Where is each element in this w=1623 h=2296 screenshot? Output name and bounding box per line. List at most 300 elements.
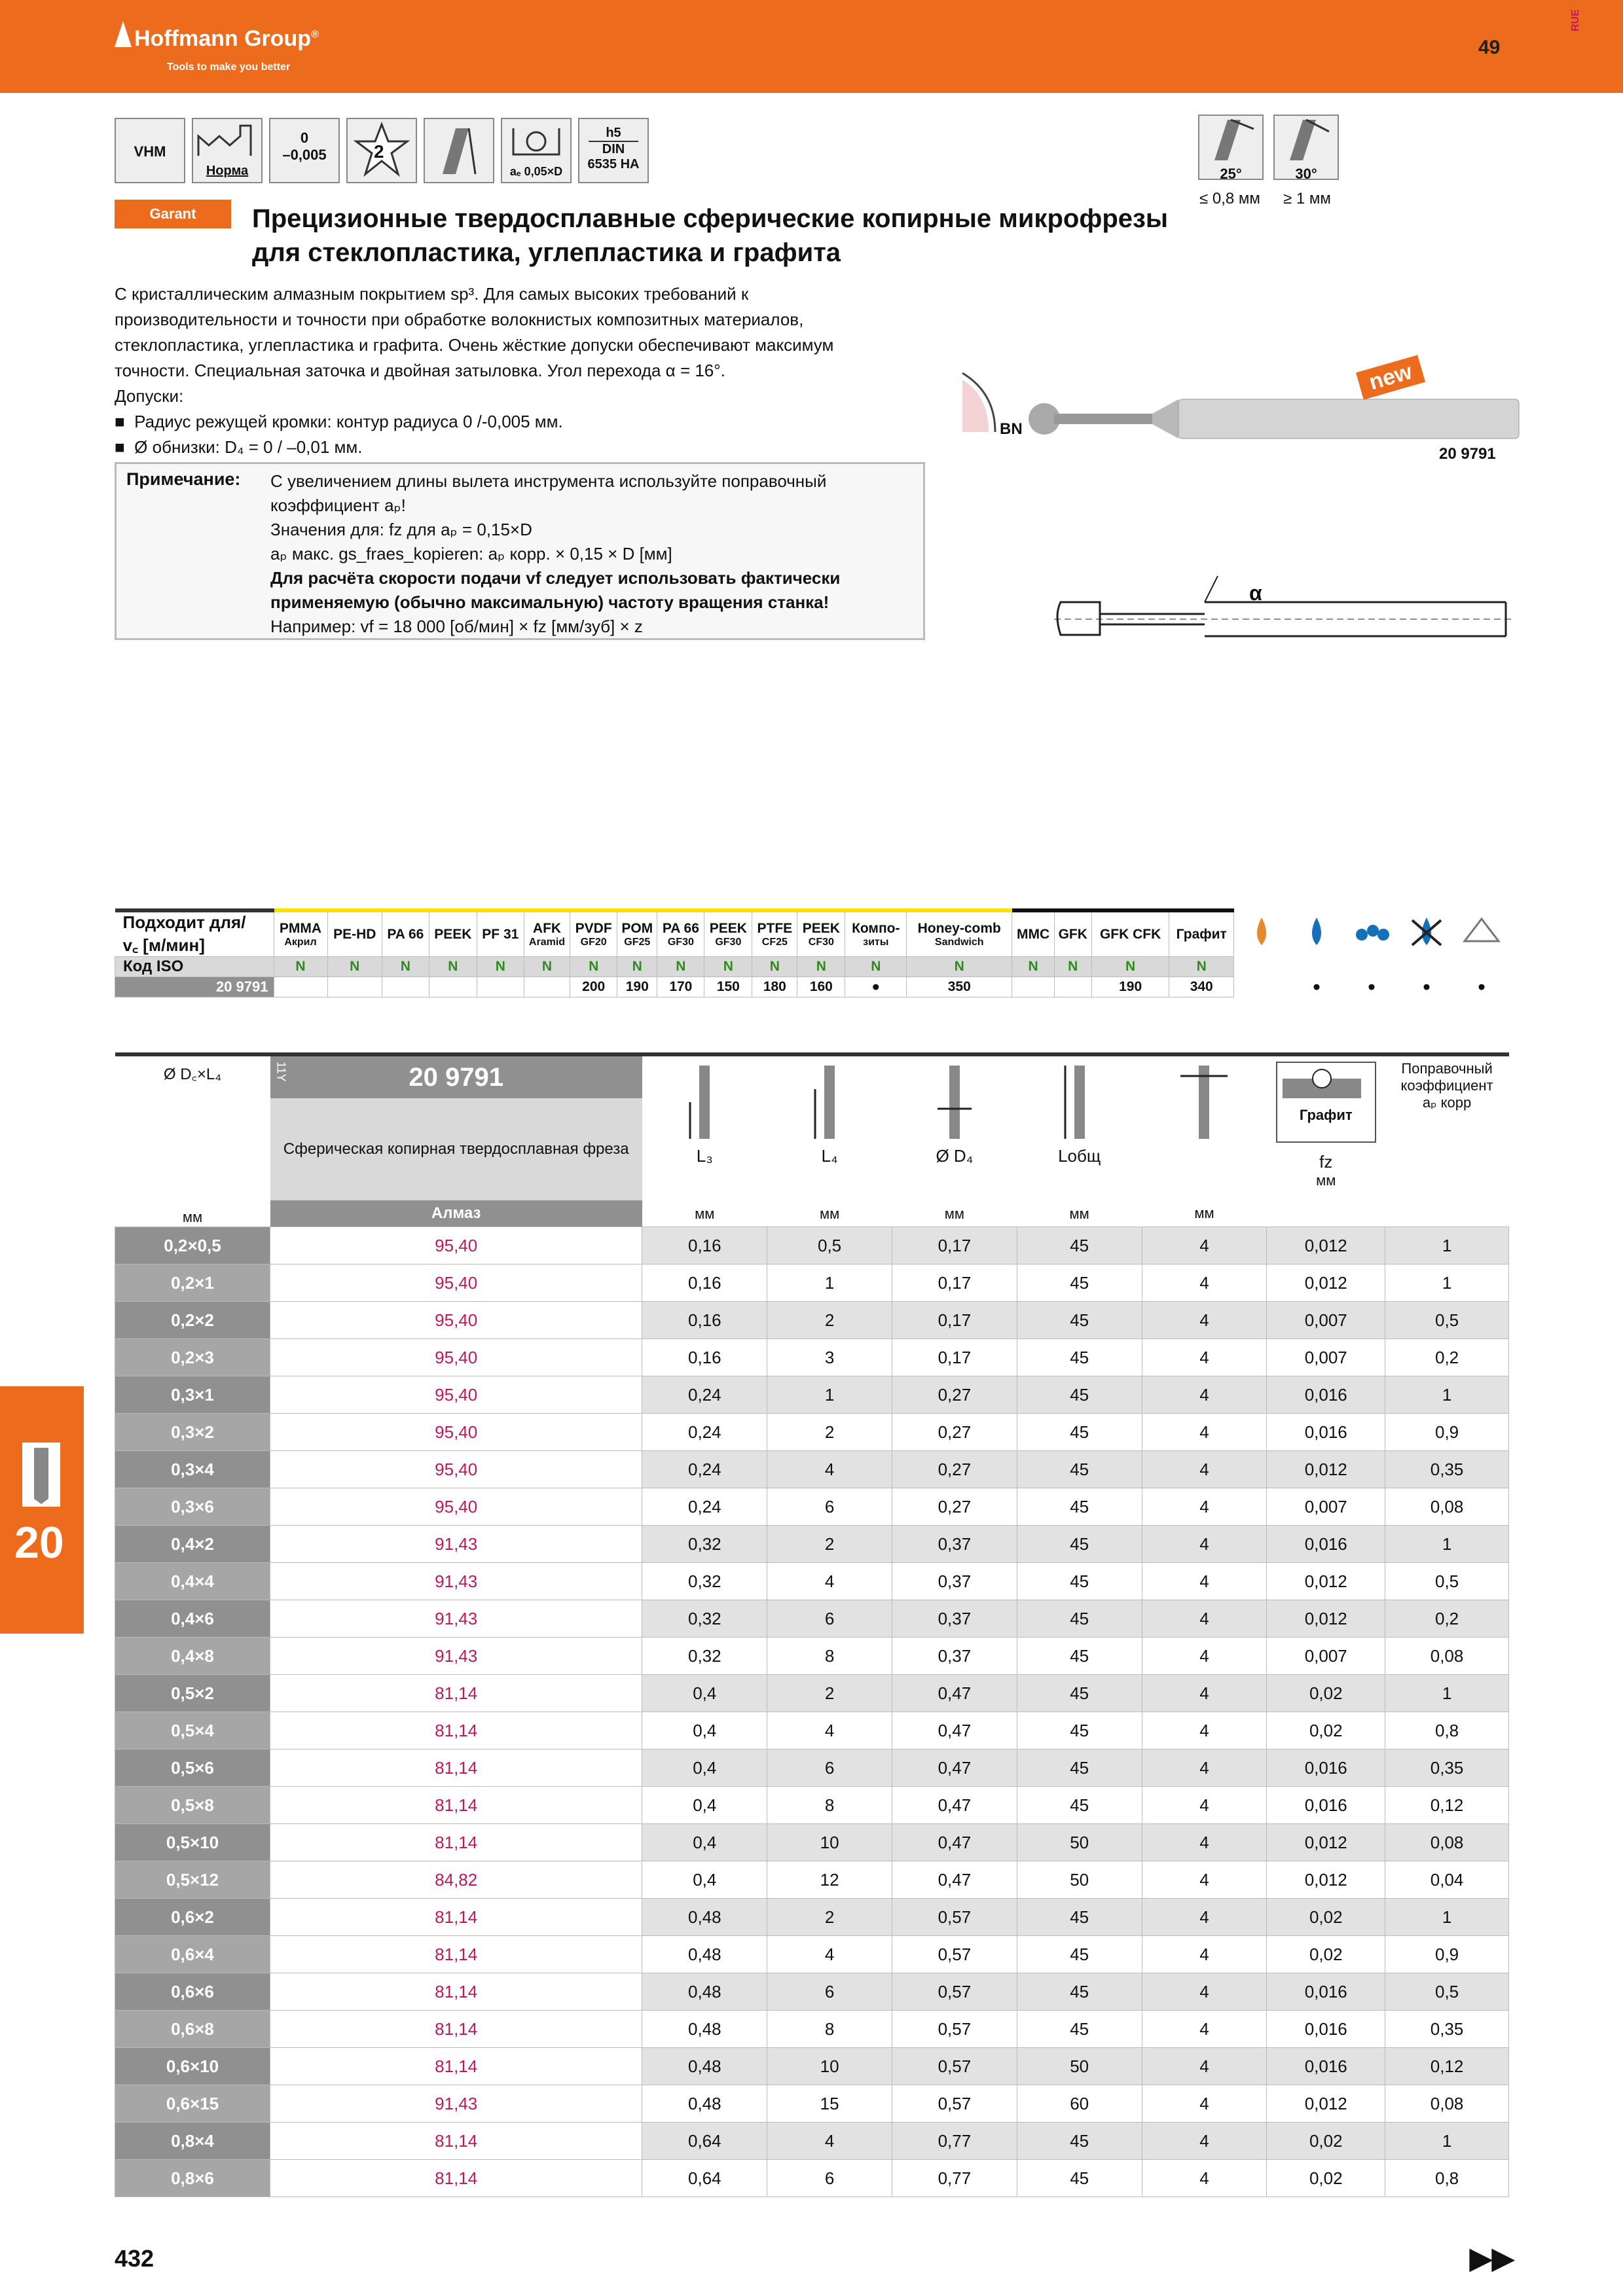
value-cell: 0,016	[1267, 2011, 1385, 2048]
table-row	[115, 1749, 1509, 1787]
material-col: PE-HD	[327, 910, 382, 957]
product-table-header	[115, 1054, 1509, 1227]
value-cell: 0,08	[1385, 2085, 1509, 2123]
value-cell: 0,48	[642, 1899, 767, 1936]
value-cell: 0,24	[642, 1451, 767, 1488]
price-cell: 95,40	[270, 1376, 642, 1414]
price-cell: 84,82	[270, 1861, 642, 1899]
shank-symbol: h5 DIN 6535 HA	[578, 118, 649, 183]
value-cell: 8	[767, 1638, 892, 1675]
size-cell: 0,6×15	[115, 2085, 270, 2123]
tool-photo-code: 20 9791	[1439, 445, 1496, 463]
size-cell: 0,8×6	[115, 2160, 270, 2197]
size-cell: 0,2×1	[115, 1265, 270, 1302]
table-row	[115, 1488, 1509, 1526]
price-cell: 91,43	[270, 1526, 642, 1563]
value-cell: 0,24	[642, 1414, 767, 1451]
value-cell: 0,4	[642, 1749, 767, 1787]
iso-code: N	[1054, 957, 1091, 977]
value-cell: 45	[1017, 1787, 1142, 1824]
value-cell: 45	[1017, 1749, 1142, 1787]
price-cell: 91,43	[270, 1563, 642, 1600]
dry-machining-icon	[1234, 910, 1290, 957]
cutting-speed: 190	[1091, 977, 1169, 997]
iso-code: N	[752, 957, 797, 977]
table-row	[115, 1787, 1509, 1824]
col-fz: Графит fz мм	[1267, 1054, 1385, 1227]
price-cell: 81,14	[270, 2048, 642, 2085]
materials-table	[115, 908, 1509, 997]
material-col: Компо- зиты	[845, 910, 907, 957]
value-cell: 0,016	[1267, 1973, 1385, 2011]
value-cell: 0,16	[642, 1302, 767, 1339]
value-cell: 6	[767, 1600, 892, 1638]
value-cell: 0,02	[1267, 2123, 1385, 2160]
value-cell: 4	[1142, 1899, 1267, 1936]
material-col: MMC	[1012, 910, 1054, 957]
iso-label: Код ISO	[115, 957, 274, 977]
size-cell: 0,3×2	[115, 1414, 270, 1451]
value-cell: 0,17	[892, 1227, 1017, 1265]
value-cell: 0,5	[1385, 1563, 1509, 1600]
value-cell: 0,08	[1385, 1824, 1509, 1861]
value-cell: 0,47	[892, 1749, 1017, 1787]
value-cell: 2	[767, 1526, 892, 1563]
value-cell: 0,48	[642, 1936, 767, 1973]
cutting-speed: 170	[657, 977, 704, 997]
value-cell: 0,27	[892, 1451, 1017, 1488]
value-cell: 0,007	[1267, 1488, 1385, 1526]
cutting-speed	[382, 977, 429, 997]
cutting-speed: 180	[752, 977, 797, 997]
col-d4: Ø D₄ мм	[892, 1054, 1017, 1227]
table-row	[115, 2048, 1509, 2085]
value-cell: 4	[1142, 1861, 1267, 1899]
cutting-speed	[274, 977, 327, 997]
size-cell: 0,5×6	[115, 1749, 270, 1787]
value-cell: 0,57	[892, 1899, 1017, 1936]
product-rows	[115, 1227, 1509, 2197]
value-cell: 50	[1017, 1861, 1142, 1899]
value-cell: 0,9	[1385, 1414, 1509, 1451]
tool-drawing	[1048, 563, 1519, 661]
value-cell: 4	[767, 1936, 892, 1973]
value-cell: 0,016	[1267, 1787, 1385, 1824]
l3-dimension-icon	[685, 1063, 724, 1141]
table-row	[115, 1563, 1509, 1600]
value-cell: 4	[1142, 1227, 1267, 1265]
value-cell: 0,32	[642, 1563, 767, 1600]
cutting-speed	[477, 977, 524, 997]
chapter-tab	[0, 1386, 84, 1634]
size-cell: 0,5×4	[115, 1712, 270, 1749]
coolant-mark: ●	[1422, 979, 1431, 994]
value-cell: 0,27	[892, 1414, 1017, 1451]
angle-30-caption: ≥ 1 мм	[1283, 190, 1331, 207]
value-cell: 0,4	[642, 1675, 767, 1712]
value-cell: 0,8	[1385, 2160, 1509, 2197]
value-cell: 4	[767, 1712, 892, 1749]
price-cell: 81,14	[270, 1675, 642, 1712]
coolant-mark: ●	[1477, 979, 1486, 994]
value-cell: 45	[1017, 1526, 1142, 1563]
teeth-icon	[1178, 1063, 1230, 1141]
col-article: 11Y 20 9791 Сферическая копирная твердосплавная фреза Алмаз	[270, 1054, 642, 1227]
value-cell: 0,02	[1267, 1899, 1385, 1936]
value-cell: 0,02	[1267, 2160, 1385, 2197]
value-cell: 45	[1017, 1488, 1142, 1526]
cutting-speed: ●	[845, 977, 907, 997]
emulsion-icon	[1289, 910, 1344, 957]
value-cell: 10	[767, 2048, 892, 2085]
material-col: PTFE CF25	[752, 910, 797, 957]
value-cell: 0,2	[1385, 1600, 1509, 1638]
table-row	[115, 1227, 1509, 1265]
size-cell: 0,6×2	[115, 1899, 270, 1936]
value-cell: 0,08	[1385, 1638, 1509, 1675]
value-cell: 50	[1017, 2048, 1142, 2085]
value-cell: 0,8	[1385, 1712, 1509, 1749]
value-cell: 12	[767, 1861, 892, 1899]
value-cell: 60	[1017, 2085, 1142, 2123]
value-cell: 4	[1142, 1787, 1267, 1824]
value-cell: 45	[1017, 1899, 1142, 1936]
col-ltotal: Lобщ мм	[1017, 1054, 1142, 1227]
size-cell: 0,4×4	[115, 1563, 270, 1600]
value-cell: 4	[1142, 2011, 1267, 2048]
angle-alpha-label: α	[1249, 581, 1262, 605]
value-cell: 0,57	[892, 2011, 1017, 2048]
value-cell: 0,5	[1385, 1973, 1509, 2011]
value-cell: 0,16	[642, 1339, 767, 1376]
value-cell: 0,4	[642, 1824, 767, 1861]
value-cell: 1	[1385, 2123, 1509, 2160]
value-cell: 0,17	[892, 1302, 1017, 1339]
value-cell: 0,02	[1267, 1675, 1385, 1712]
size-cell: 0,5×12	[115, 1861, 270, 1899]
value-cell: 4	[1142, 1339, 1267, 1376]
table-row	[115, 1339, 1509, 1376]
speed-row	[115, 977, 1510, 997]
value-cell: 4	[1142, 1675, 1267, 1712]
value-cell: 0,77	[892, 2123, 1017, 2160]
value-cell: 4	[767, 1563, 892, 1600]
price-cell: 81,14	[270, 1749, 642, 1787]
size-cell: 0,2×2	[115, 1302, 270, 1339]
value-cell: 10	[767, 1824, 892, 1861]
table-row	[115, 1861, 1509, 1899]
price-cell: 81,14	[270, 1824, 642, 1861]
value-cell: 45	[1017, 1376, 1142, 1414]
material-col: Графит	[1169, 910, 1234, 957]
price-cell: 95,40	[270, 1302, 642, 1339]
material-col: Honey-comb Sandwich	[907, 910, 1012, 957]
value-cell: 0,012	[1267, 2085, 1385, 2123]
value-cell: 6	[767, 1749, 892, 1787]
mql-icon	[1344, 910, 1399, 957]
brand-name: Hoffmann Group®	[134, 26, 319, 51]
value-cell: 0,24	[642, 1376, 767, 1414]
value-cell: 4	[1142, 1936, 1267, 1973]
tolerance-symbol: 0 –0,005	[269, 118, 340, 183]
size-cell: 0,5×8	[115, 1787, 270, 1824]
garant-logo: Garant	[115, 200, 231, 228]
value-cell: 0,007	[1267, 1302, 1385, 1339]
value-cell: 0,48	[642, 2085, 767, 2123]
size-cell: 0,3×1	[115, 1376, 270, 1414]
iso-code: N	[429, 957, 477, 977]
new-badge: new	[1356, 355, 1425, 399]
iso-code: N	[1091, 957, 1169, 977]
value-cell: 4	[767, 2123, 892, 2160]
value-cell: 4	[1142, 1414, 1267, 1451]
value-cell: 0,32	[642, 1638, 767, 1675]
price-cell: 81,14	[270, 1787, 642, 1824]
value-cell: 0,32	[642, 1600, 767, 1638]
table-row	[115, 1265, 1509, 1302]
materials-row-label: Подходит для/ v꜀ [м/мин]	[115, 910, 274, 957]
col-teeth: мм	[1142, 1054, 1267, 1227]
value-cell: 0,012	[1267, 1265, 1385, 1302]
value-cell: 0,35	[1385, 1451, 1509, 1488]
value-cell: 0,16	[642, 1227, 767, 1265]
value-cell: 0,47	[892, 1861, 1017, 1899]
value-cell: 45	[1017, 1451, 1142, 1488]
value-cell: 4	[1142, 1376, 1267, 1414]
value-cell: 45	[1017, 1339, 1142, 1376]
iso-code: N	[907, 957, 1012, 977]
value-cell: 0,08	[1385, 1488, 1509, 1526]
value-cell: 0,012	[1267, 1227, 1385, 1265]
material-col: PVDF GF20	[570, 910, 617, 957]
note-box	[115, 462, 925, 640]
table-row	[115, 1712, 1509, 1749]
cutting-speed: 150	[704, 977, 752, 997]
price-cell: 81,14	[270, 2011, 642, 2048]
value-cell: 45	[1017, 1414, 1142, 1451]
value-cell: 50	[1017, 1824, 1142, 1861]
value-cell: 1	[767, 1265, 892, 1302]
value-cell: 0,5	[767, 1227, 892, 1265]
iso-code: N	[845, 957, 907, 977]
air-blast-icon	[1454, 910, 1509, 957]
value-cell: 0,57	[892, 2048, 1017, 2085]
iso-code: N	[570, 957, 617, 977]
col-l3: L₃ мм	[642, 1054, 767, 1227]
value-cell: 45	[1017, 1563, 1142, 1600]
drill-icon	[18, 1439, 64, 1511]
iso-code: N	[327, 957, 382, 977]
value-cell: 0,012	[1267, 1600, 1385, 1638]
price-cell: 95,40	[270, 1339, 642, 1376]
price-cell: 91,43	[270, 1600, 642, 1638]
value-cell: 4	[1142, 2123, 1267, 2160]
ae-symbol: aₑ 0,05×D	[501, 118, 572, 183]
value-cell: 0,007	[1267, 1638, 1385, 1675]
price-cell: 81,14	[270, 2123, 642, 2160]
chapter-number: 20	[14, 1518, 64, 1568]
table-row	[115, 1899, 1509, 1936]
note-label: Примечание:	[126, 469, 241, 489]
d4-dimension-icon	[935, 1063, 974, 1141]
price-cell: 95,40	[270, 1265, 642, 1302]
material-col: POM GF25	[617, 910, 657, 957]
hoffmann-logo-icon	[115, 21, 132, 47]
value-cell: 45	[1017, 1600, 1142, 1638]
material-col: PA 66	[382, 910, 429, 957]
angle-25-symbol: 25°	[1198, 115, 1264, 180]
product-table	[115, 1052, 1509, 2197]
cutting-speed: 200	[570, 977, 617, 997]
value-cell: 0,47	[892, 1675, 1017, 1712]
value-cell: 45	[1017, 2160, 1142, 2197]
coolant-mark: ●	[1312, 979, 1321, 994]
value-cell: 6	[767, 1973, 892, 2011]
value-cell: 3	[767, 1339, 892, 1376]
iso-code: N	[382, 957, 429, 977]
material-col: PEEK	[429, 910, 477, 957]
value-cell: 4	[1142, 1451, 1267, 1488]
value-cell: 0,02	[1267, 1712, 1385, 1749]
value-cell: 4	[1142, 1488, 1267, 1526]
value-cell: 0,012	[1267, 1824, 1385, 1861]
value-cell: 4	[1142, 1973, 1267, 2011]
cutting-speed: 190	[617, 977, 657, 997]
value-cell: 45	[1017, 1675, 1142, 1712]
value-cell: 0,016	[1267, 1749, 1385, 1787]
value-cell: 0,5	[1385, 1302, 1509, 1339]
iso-code: N	[617, 957, 657, 977]
iso-code: N	[274, 957, 327, 977]
value-cell: 45	[1017, 2123, 1142, 2160]
angle-icon	[1277, 116, 1336, 162]
value-cell: 0,012	[1267, 1563, 1385, 1600]
cutting-speed	[327, 977, 382, 997]
value-cell: 0,37	[892, 1638, 1017, 1675]
size-cell: 0,6×6	[115, 1973, 270, 2011]
size-cell: 0,4×6	[115, 1600, 270, 1638]
value-cell: 1	[1385, 1265, 1509, 1302]
value-cell: 0,4	[642, 1861, 767, 1899]
header-bar	[0, 0, 1623, 93]
value-cell: 0,47	[892, 1824, 1017, 1861]
angle-30-symbol: 30°	[1273, 115, 1339, 180]
col-diameter-length: Ø D꜀×L₄ мм	[163, 1066, 222, 1225]
size-cell: 0,5×10	[115, 1824, 270, 1861]
page-title: Прецизионные твердосплавные сферические копирные микрофрезы для стеклопластика, углепластика и графита	[252, 204, 1169, 267]
value-cell: 0,4	[642, 1787, 767, 1824]
cutting-speed: 340	[1169, 977, 1234, 997]
value-cell: 45	[1017, 1638, 1142, 1675]
size-cell: 0,4×8	[115, 1638, 270, 1675]
value-cell: 0,16	[642, 1265, 767, 1302]
helix-angle-icon	[429, 122, 488, 181]
value-cell: 0,47	[892, 1712, 1017, 1749]
value-cell: 0,77	[892, 2160, 1017, 2197]
value-cell: 0,012	[1267, 1451, 1385, 1488]
coolant-mark	[1234, 977, 1290, 997]
table-row	[115, 1414, 1509, 1451]
cutting-speed: 160	[797, 977, 845, 997]
value-cell: 8	[767, 2011, 892, 2048]
price-cell: 81,14	[270, 1899, 642, 1936]
material-symbol: VHM	[115, 118, 185, 183]
table-row	[115, 1376, 1509, 1414]
value-cell: 8	[767, 1787, 892, 1824]
value-cell: 0,37	[892, 1563, 1017, 1600]
value-cell: 2	[767, 1414, 892, 1451]
value-cell: 4	[1142, 2085, 1267, 2123]
value-cell: 0,016	[1267, 2048, 1385, 2085]
value-cell: 4	[1142, 1824, 1267, 1861]
value-cell: 1	[767, 1376, 892, 1414]
value-cell: 0,57	[892, 1936, 1017, 1973]
value-cell: 0,02	[1267, 1936, 1385, 1973]
price-cell: 81,14	[270, 2160, 642, 2197]
value-cell: 1	[1385, 1899, 1509, 1936]
value-cell: 0,27	[892, 1488, 1017, 1526]
value-cell: 0,48	[642, 2048, 767, 2085]
col-l4: L₄ мм	[767, 1054, 892, 1227]
value-cell: 15	[767, 2085, 892, 2123]
table-row	[115, 2160, 1509, 2197]
intro-text: С кристаллическим алмазным покрытием sp³. Для самых высоких требований к производительности и точности при обработке волокнистых композитных материалов, стеклопластика, углепластика и графита. Очень жёсткие допуски обеспечивают максимум точности. Специальная заточка и двойная затыловка. Угол перехода α = 16°. Допуски: ■ Радиус режущей кромки: контур радиуса 0 /-0,005 мм. ■ Ø обнизки: D₄ = 0 / –0,01 мм.	[115, 284, 834, 457]
value-cell: 0,17	[892, 1265, 1017, 1302]
value-cell: 0,24	[642, 1488, 767, 1526]
value-cell: 0,12	[1385, 1787, 1509, 1824]
table-row	[115, 1973, 1509, 2011]
value-cell: 45	[1017, 1265, 1142, 1302]
price-cell: 95,40	[270, 1414, 642, 1451]
value-cell: 45	[1017, 1227, 1142, 1265]
angle-25-caption: ≤ 0,8 мм	[1199, 190, 1260, 207]
value-cell: 4	[1142, 1563, 1267, 1600]
value-cell: 4	[1142, 1712, 1267, 1749]
brand-tagline: Tools to make you better	[167, 62, 291, 73]
table-row	[115, 2011, 1509, 2048]
size-cell: 0,2×0,5	[115, 1227, 270, 1265]
table-row	[115, 1638, 1509, 1675]
iso-code: N	[657, 957, 704, 977]
price-cell: 91,43	[270, 2085, 642, 2123]
value-cell: 4	[1142, 1749, 1267, 1787]
value-cell: 0,35	[1385, 1749, 1509, 1787]
iso-row	[115, 957, 1510, 977]
value-cell: 1	[1385, 1526, 1509, 1563]
value-cell: 6	[767, 2160, 892, 2197]
value-cell: 0,57	[892, 1973, 1017, 2011]
value-cell: 0,35	[1385, 2011, 1509, 2048]
table-row	[115, 2085, 1509, 2123]
iso-code: N	[1012, 957, 1054, 977]
size-cell: 0,8×4	[115, 2123, 270, 2160]
size-cell: 0,6×4	[115, 1936, 270, 1973]
value-cell: 0,37	[892, 1600, 1017, 1638]
size-cell: 0,2×3	[115, 1339, 270, 1376]
table-row	[115, 1600, 1509, 1638]
next-page-arrow-icon[interactable]: ▶▶	[1470, 2242, 1514, 2274]
article-code: 20 9791	[115, 977, 274, 997]
value-cell: 0,007	[1267, 1339, 1385, 1376]
size-cell: 0,5×2	[115, 1675, 270, 1712]
iso-code: N	[1169, 957, 1234, 977]
table-row	[115, 1526, 1509, 1563]
cutting-speed	[1054, 977, 1091, 997]
value-cell: 0,48	[642, 1973, 767, 2011]
size-cell: 0,3×6	[115, 1488, 270, 1526]
value-cell: 4	[767, 1451, 892, 1488]
value-cell: 0,57	[892, 2085, 1017, 2123]
